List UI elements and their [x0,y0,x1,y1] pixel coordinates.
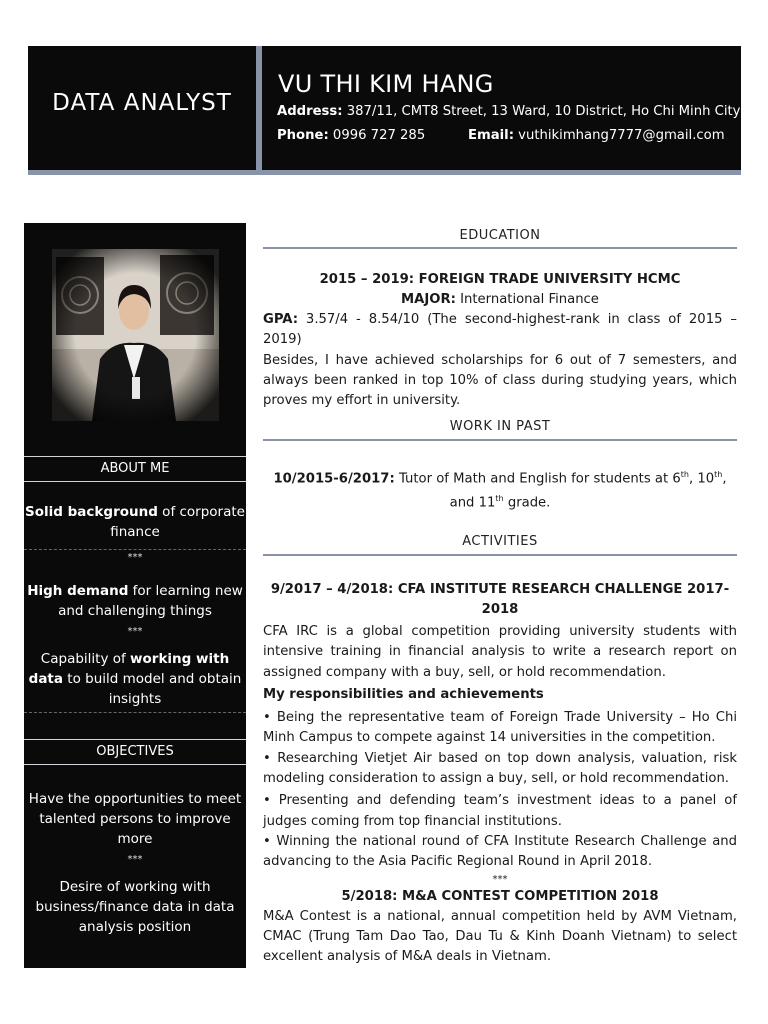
about-item-1-text: of corporate finance [110,504,245,540]
achievement-bullet: • Winning the national round of CFA Institute Research Challenge and advancing to the Asia Pacific Regional Round in April 2018. [263,833,737,870]
job-title-box [28,46,256,170]
work-period: 10/2015-6/2017: [273,471,395,487]
activities-rule [263,554,737,556]
education-rule [263,247,737,249]
activities-section [263,580,737,967]
about-item-3-text: to build model and obtain insights [63,671,242,707]
phone-label: Phone: [277,128,329,143]
about-item-3-bold: working with data [28,651,230,687]
work-text-3: , and 11 [449,471,727,511]
profile-photo [52,249,219,421]
work-sup-3: th [495,494,504,504]
address-label: Address: [277,104,343,119]
header-underline [28,170,741,175]
work-text-2: , 10 [688,471,715,487]
gpa-value: 3.57/4 - 8.54/10 (The second-highest-rank in class of 2015 – 2019) [263,312,737,348]
work-sup-2: th [714,470,723,479]
about-item-1 [24,502,246,542]
separator-stars: *** [127,552,143,563]
responsibilities-title: My responsibilities and achievements [263,686,544,702]
achievement-bullet: • Researching Vietjet Air based on top down analysis, valuation, risk modeling consideration to assign a buy, sell, or hold recommendation. [263,750,737,787]
work-sup-1: th [680,470,689,479]
achievement-bullet: • Being the representative team of Foreign Trade University – Ho Chi Minh Campus to compete against 14 universities in the competition. [263,710,737,746]
about-item-1-bold: Solid background [25,504,158,520]
activities-heading: ACTIVITIES [462,534,538,549]
education-description: Besides, I have achieved scholarships for 6 out of 7 semesters, and always been ranked in top 10% of class during studying years, which proves my effort in university. [263,352,737,409]
about-item-3 [24,649,246,709]
dashed-divider [24,712,246,713]
education-heading: EDUCATION [459,228,541,243]
major-value: International Finance [455,292,599,307]
ma-heading: 5/2018: M&A CONTEST COMPETITION 2018 [341,888,659,904]
separator-stars: *** [127,626,143,637]
work-entry [263,465,737,514]
person-name: VU THI KIM HANG [278,70,494,98]
email-label: Email: [468,128,514,143]
education-gpa [263,310,737,351]
education-major [263,290,737,310]
work-text-1: Tutor of Math and English for students at 6 [394,471,681,487]
work-heading: WORK IN PAST [449,419,551,434]
objectives-heading: OBJECTIVES [24,739,246,765]
header-separator [256,46,262,175]
work-rule [263,439,737,441]
education-school: 2015 – 2019: FOREIGN TRADE UNIVERSITY HCMC [319,272,681,287]
gpa-label: GPA: [263,312,299,327]
about-item-2-bold: High demand [27,583,129,599]
about-item-2-text: for learning new and challenging things [58,583,243,619]
address-value: 387/11, CMT8 Street, 13 Ward, 10 District, Ho Chi Minh City [342,104,741,119]
education-section [263,270,737,411]
sidebar [24,223,246,968]
major-label: MAJOR: [401,292,456,307]
ma-description: M&A Contest is a national, annual competition held by AVM Vietnam, CMAC (Trung Tam Dao Tao, Dau Tu & Kinh Doanh Vietnam) to select excellent analysis of M&A deals in Vietnam. [263,908,737,965]
contact-box [262,46,741,170]
address-line [277,104,740,119]
achievement-bullet: • Presenting and defending team’s investment ideas to a panel of judges coming from top financial institutions. [263,793,737,829]
phone-value: 0996 727 285 [328,128,426,143]
about-item-2 [24,581,246,621]
phone-line [277,128,425,143]
objective-item-1: Have the opportunities to meet talented persons to improve more [28,791,242,847]
about-item-3-pre: Capability of [40,651,131,667]
separator-stars: *** [127,854,143,865]
about-me-heading: ABOUT ME [24,456,246,482]
work-text-4: grade. [503,495,551,511]
separator-stars: *** [492,873,508,885]
objective-item-2: Desire of working with business/finance data in data analysis position [35,879,235,935]
email-value: vuthikimhang7777@gmail.com [513,128,725,143]
cfa-heading: 9/2017 – 4/2018: CFA INSTITUTE RESEARCH CHALLENGE 2017-2018 [270,582,730,617]
job-title: DATA ANALYST [52,90,232,116]
email-line [468,128,725,143]
cfa-description: CFA IRC is a global competition providing university students with intensive training in financial analysis to write a research report on assigned company with a buy, sell, or hold recommendation. [263,624,737,680]
